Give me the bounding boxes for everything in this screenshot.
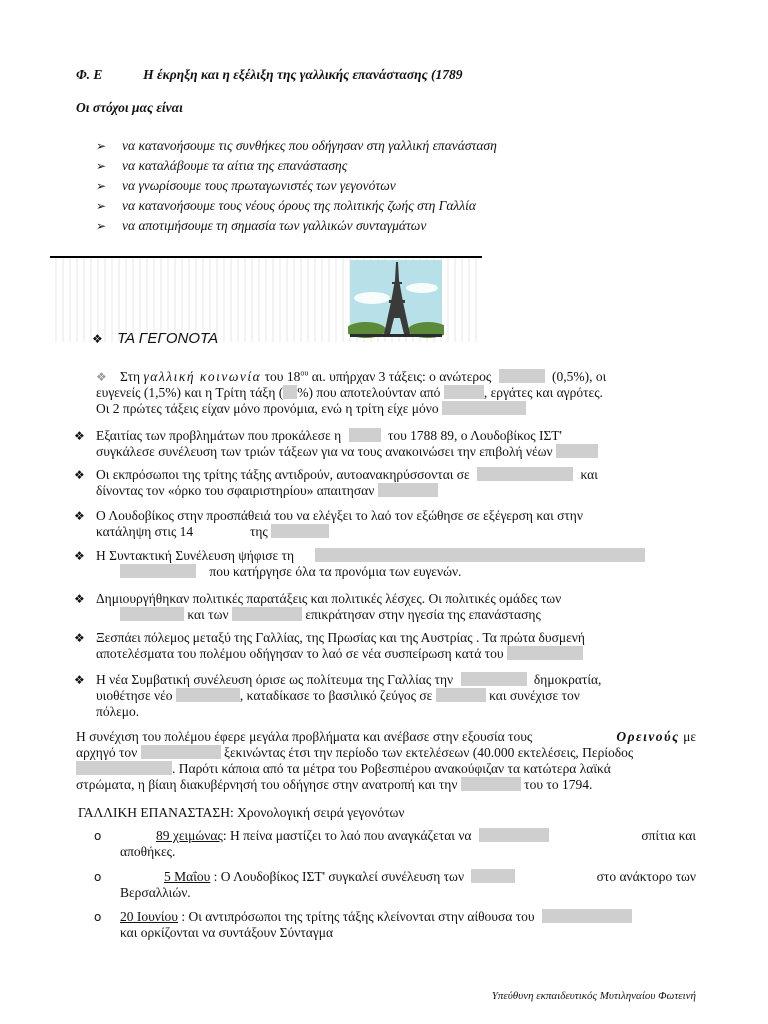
list-item: ➢ να αποτιμήσουμε τη σημασία των γαλλικών συνταγμάτων [96, 218, 427, 233]
arrow-bullet-icon: ➢ [96, 199, 107, 213]
subject-code: Φ. Ε [76, 67, 103, 82]
document-header [76, 67, 462, 83]
list-item: ➢ να γνωρίσουμε τους πρωταγωνιστές των γεγονότων [96, 178, 396, 193]
event-item: ❖ Εξαιτίας των προβλημάτων που προκάλεσε η του 1788 89, ο Λουδοβίκος ΙΣΤ' συγκάλεσε συνέλευση των τριών τάξεων για να τους ανακοινώσει την επιβολή νέων [96, 428, 696, 460]
blank-field [507, 646, 583, 660]
blank-field [471, 869, 515, 883]
blank-field [120, 564, 196, 578]
event-item: ❖ Ξεσπάει πόλεμος μεταξύ της Γαλλίας, της Πρωσίας και της Αυστρίας . Τα πρώτα δυσμενή αποτελέσματα του πολέμου οδήγησαν το λαό σε νέα συσπείρωση κατά του [74, 630, 585, 661]
blank-field [271, 524, 329, 538]
blank-field [542, 909, 632, 923]
list-item: ➢ να καταλάβουμε τα αίτια της επανάστασης [96, 158, 348, 173]
blank-field [556, 444, 598, 458]
chronology-heading: ΓΑΛΛΙΚΗ ΕΠΑΝΑΣΤΑΣΗ: Χρονολογική σειρά γεγονότων [78, 805, 405, 820]
blank-field [479, 828, 549, 842]
blank-field [315, 548, 645, 562]
event-item: ❖ Η νέα Συμβατική συνέλευση όρισε ως πολίτευμα της Γαλλίας την δημοκρατία, υιοθέτησε νέο , καταδίκασε το βασιλικό ζεύγος σε και συνέχισε τον πόλεμο. [74, 672, 602, 719]
list-item: ➢ να κατανοήσουμε τις συνθήκες που οδήγησαν στη γαλλική επανάσταση [96, 138, 497, 153]
chronology-item: o 89 χειμώνας: Η πείνα μαστίζει το λαό που αναγκάζεται να σπίτια και αποθήκες. [94, 828, 696, 859]
diamond-bullet-icon: ❖ [96, 370, 107, 384]
summary-paragraph: Η συνέχιση του πολέμου έφερε μεγάλα προβλήματα και ανέβασε στην εξουσία τους Ορεινούς με αρχηγό τον ξεκινώντας έτσι την περίοδο των εκτελέσεων (40.000 εκτελέσεις, Περίοδος . Παρότι κάποια από τα μέτρα του Ροβεσπιέρου ανακούφιζαν τα κατώτερα λαϊκά στρώματα, η βίαιη διακυβέρνησή του οδήγησε στην ανατροπή και την του το 1794. [76, 729, 696, 792]
blank-field [444, 385, 484, 399]
arrow-bullet-icon: ➢ [96, 139, 107, 153]
diamond-bullet-icon: ❖ [74, 631, 85, 645]
arrow-bullet-icon: ➢ [96, 219, 107, 233]
diamond-bullet-icon: ❖ [92, 332, 103, 346]
blank-field [176, 688, 240, 702]
arrow-bullet-icon: ➢ [96, 179, 107, 193]
eiffel-tower-icon [348, 258, 444, 342]
events-heading: ❖ ΤΑ ΓΕΓΟΝΟΤΑ [92, 330, 219, 347]
diamond-bullet-icon: ❖ [74, 592, 85, 606]
diamond-bullet-icon: ❖ [74, 549, 85, 563]
blank-field [76, 761, 172, 775]
event-item: ❖ Ο Λουδοβίκος στην προσπάθειά του να ελέγξει το λαό τον εξώθησε σε εξέγερση και στην κατάληψη στις 14 της [74, 508, 583, 539]
blank-field [499, 369, 545, 383]
event-item: ❖ Στη γαλλική κοινωνία του $18^{o\upsilon}$ αι. υπήρχαν 3 τάξεις: ο ανώτερος (0,5%), οι ευγενείς (1,5%) και η Τρίτη τάξη ( %) που αποτελούνταν από , εργάτες και αγρότες. Οι 2 πρώτες τάξεις είχαν μόνο προνόμια, ενώ η τρίτη είχε μόνο [96, 368, 607, 416]
blank-field [442, 401, 526, 415]
blank-field [120, 607, 184, 621]
event-item: ❖ Η Συντακτική Συνέλευση ψήφισε τη που κατήργησε όλα τα προνόμια των ευγενών. [96, 548, 696, 580]
diamond-bullet-icon: ❖ [74, 509, 85, 523]
event-item: ❖ Δημιουργήθηκαν πολιτικές παρατάξεις και πολιτικές λέσχες. Οι πολιτικές ομάδες των και των επικράτησαν στην ηγεσία της επανάστασης [74, 591, 562, 622]
blank-field [283, 385, 297, 399]
diamond-bullet-icon: ❖ [74, 429, 85, 443]
blank-field [461, 672, 527, 686]
chronology-item: o 20 Ιουνίου : Οι αντιπρόσωποι της τρίτης τάξης κλείνονται στην αίθουσα του και ορκίζονται να συντάξουν Σύνταγμα [120, 909, 696, 941]
blank-field [461, 777, 521, 791]
blank-field [349, 428, 381, 442]
list-item: ➢ να κατανοήσουμε τους νέους όρους της πολιτικής ζωής στη Γαλλία [96, 198, 476, 213]
circle-bullet-icon: o [94, 870, 102, 884]
blank-field [141, 745, 221, 759]
circle-bullet-icon: o [94, 829, 102, 843]
blank-field [477, 467, 573, 481]
blank-field [378, 483, 438, 497]
chronology-item: o 5 Μαΐου : Ο Λουδοβίκος ΙΣΤ' συγκαλεί συνέλευση των στο ανάκτορο των Βερσαλλιών. [94, 869, 696, 900]
circle-bullet-icon: o [94, 910, 102, 924]
footer-author: Υπεύθυνη εκπαιδευτικός Μυτιληναίου Φωτεινή [491, 990, 696, 1002]
event-item: ❖ Οι εκπρόσωποι της τρίτης τάξης αντιδρούν, αυτοανακηρύσσονται σε και δίνοντας τον «όρκο του σφαιριστηρίου» απαιτησαν [74, 467, 598, 498]
arrow-bullet-icon: ➢ [96, 159, 107, 173]
blank-field [436, 688, 486, 702]
blank-field [232, 607, 302, 621]
diamond-bullet-icon: ❖ [74, 673, 85, 687]
diamond-bullet-icon: ❖ [74, 468, 85, 482]
goals-list [96, 138, 497, 238]
goals-heading: Οι στόχοι μας είναι [76, 100, 183, 115]
document-title: Η έκρηξη και η εξέλιξη της γαλλικής επανάστασης (1789 [143, 67, 463, 82]
